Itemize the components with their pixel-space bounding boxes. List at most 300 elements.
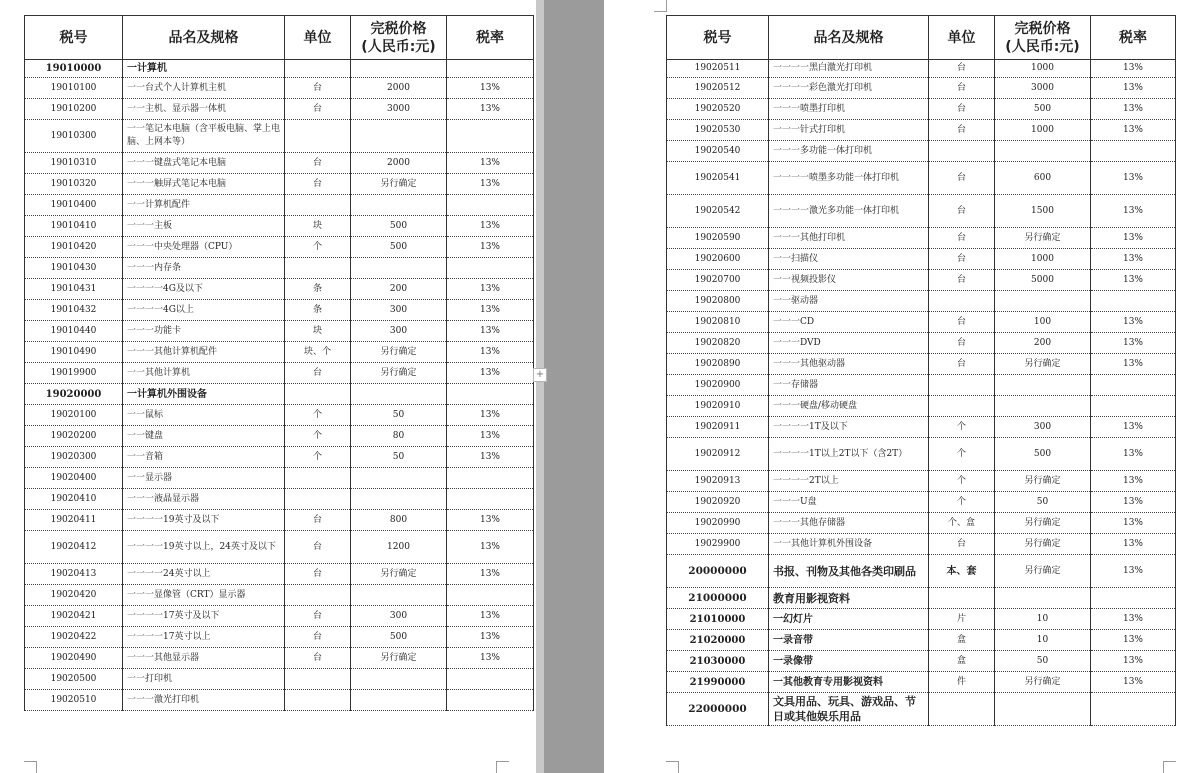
table-row [667,228,1176,249]
code-cell: 19020410 [25,489,123,510]
code-cell: 19020511 [667,60,769,78]
code-cell: 19020420 [25,585,123,606]
header-unit: 单位 [929,16,995,60]
header-rate: 税率 [1091,16,1176,60]
price-cell: 另行确定 [995,672,1091,693]
price-cell: 1000 [995,249,1091,270]
price-cell: 300 [351,300,447,321]
price-cell: 50 [351,405,447,426]
rate-cell: 13% [1091,630,1176,651]
rate-cell [1091,396,1176,417]
name-cell: 一一视频投影仪 [769,270,929,291]
code-cell: 19010320 [25,174,123,195]
rate-cell: 13% [1091,312,1176,333]
unit-cell: 台 [929,195,995,228]
name-cell: 一一一主板 [123,216,285,237]
unit-cell: 台 [285,606,351,627]
price-cell: 80 [351,426,447,447]
code-cell: 19020810 [667,312,769,333]
rate-cell [1091,375,1176,396]
table-row [667,99,1176,120]
table-row [667,693,1176,726]
rate-cell [447,120,534,153]
table-row [667,555,1176,588]
code-cell: 19010430 [25,258,123,279]
rate-cell: 13% [447,174,534,195]
table-row [667,513,1176,534]
unit-cell: 个、盒 [929,513,995,534]
table-row [667,417,1176,438]
name-cell: 一一一一24英寸以上 [123,564,285,585]
unit-cell [285,690,351,711]
rate-cell: 13% [1091,60,1176,78]
rate-cell: 13% [1091,438,1176,471]
code-cell: 21030000 [667,651,769,672]
rate-cell: 13% [447,627,534,648]
price-cell: 500 [351,216,447,237]
table-row [667,249,1176,270]
unit-cell: 个 [285,426,351,447]
table-row [25,489,534,510]
unit-cell: 块 [285,216,351,237]
name-cell: 一一一一17英寸以上 [123,627,285,648]
unit-cell [285,468,351,489]
rate-cell: 13% [1091,120,1176,141]
header-price-line1: 完税价格 [370,20,427,37]
price-cell [995,396,1091,417]
code-cell: 19010440 [25,321,123,342]
table-row [25,510,534,531]
unit-cell: 台 [285,99,351,120]
table-row [25,300,534,321]
price-cell: 200 [351,279,447,300]
page-gap [536,0,544,773]
table-row [667,672,1176,693]
name-cell: 一一主机、显示器一体机 [123,99,285,120]
name-cell: 一其他教育专用影视资料 [769,672,929,693]
code-cell: 19020913 [667,471,769,492]
crop-mark [666,761,679,773]
name-cell: 一一一一19英寸以上，24英寸及以下 [123,531,285,564]
rate-cell [447,468,534,489]
price-cell: 另行确定 [995,228,1091,249]
price-cell [995,588,1091,609]
table-row [25,195,534,216]
name-cell: 一一一一1T以上2T以下（含2T） [769,438,929,471]
unit-cell: 个 [285,405,351,426]
code-cell: 19020600 [667,249,769,270]
price-cell: 1000 [995,60,1091,78]
table-row [667,333,1176,354]
code-cell: 19010490 [25,342,123,363]
table-row [667,492,1176,513]
table-row [667,651,1176,672]
document-page-right [604,0,1200,773]
name-cell: 一一一U盘 [769,492,929,513]
rate-cell: 13% [1091,195,1176,228]
price-cell [351,195,447,216]
price-cell: 1000 [995,120,1091,141]
code-cell: 19010431 [25,279,123,300]
price-cell: 1500 [995,195,1091,228]
unit-cell: 盒 [929,651,995,672]
code-cell: 19020412 [25,531,123,564]
price-cell: 800 [351,510,447,531]
price-cell [995,375,1091,396]
price-cell: 500 [351,627,447,648]
unit-cell: 台 [929,228,995,249]
header-rate: 税率 [447,16,534,60]
rate-cell: 13% [447,426,534,447]
rate-cell [1091,693,1176,726]
code-cell: 19020421 [25,606,123,627]
rate-cell: 13% [1091,609,1176,630]
price-cell [995,291,1091,312]
name-cell: 一一音箱 [123,447,285,468]
code-cell: 19020500 [25,669,123,690]
table-row [667,438,1176,471]
price-cell: 另行确定 [995,513,1091,534]
code-cell: 19020510 [25,690,123,711]
rate-cell: 13% [447,363,534,384]
code-cell: 19020541 [667,162,769,195]
code-cell: 21990000 [667,672,769,693]
price-cell: 500 [995,99,1091,120]
code-cell: 19020520 [667,99,769,120]
name-cell: 一一一液晶显示器 [123,489,285,510]
unit-cell: 个 [285,447,351,468]
price-cell: 另行确定 [351,174,447,195]
code-cell: 19020512 [667,78,769,99]
price-cell: 3000 [351,99,447,120]
name-cell: 一一一其他显示器 [123,648,285,669]
name-cell: 一计算机外围设备 [123,384,285,405]
code-cell: 19020422 [25,627,123,648]
table-row [667,60,1176,78]
rate-cell: 13% [1091,513,1176,534]
table-row [667,141,1176,162]
name-cell: 一一其他计算机 [123,363,285,384]
unit-cell: 台 [285,153,351,174]
table-row [667,291,1176,312]
unit-cell: 台 [929,60,995,78]
table-row [25,99,534,120]
code-cell: 19020542 [667,195,769,228]
name-cell: 一一其他计算机外围设备 [769,534,929,555]
price-cell [351,669,447,690]
crop-mark [1163,761,1176,773]
table-row [25,216,534,237]
unit-cell [929,291,995,312]
table-row [667,312,1176,333]
name-cell: 一一一喷墨打印机 [769,99,929,120]
table-body-right [667,60,1176,726]
price-cell: 500 [351,237,447,258]
name-cell: 文具用品、玩具、游戏品、节日或其他娱乐用品 [769,693,929,726]
unit-cell [929,396,995,417]
table-row [25,531,534,564]
code-cell: 19020000 [25,384,123,405]
name-cell: 一一一其他计算机配件 [123,342,285,363]
price-cell [995,141,1091,162]
table-row [667,534,1176,555]
price-cell: 50 [995,492,1091,513]
price-cell: 300 [351,606,447,627]
unit-cell: 台 [929,354,995,375]
header-price-line2: (人民币:元) [1005,38,1080,55]
table-row [25,447,534,468]
unit-cell [285,60,351,78]
price-cell [351,60,447,78]
code-cell: 19020300 [25,447,123,468]
unit-cell: 块、个 [285,342,351,363]
code-cell: 19010100 [25,78,123,99]
unit-cell [929,693,995,726]
code-cell: 19010432 [25,300,123,321]
price-cell: 另行确定 [351,564,447,585]
name-cell: 一一一一4G及以下 [123,279,285,300]
code-cell: 19010410 [25,216,123,237]
price-cell: 10 [995,630,1091,651]
rate-cell [447,60,534,78]
code-cell: 19020912 [667,438,769,471]
unit-cell: 件 [929,672,995,693]
table-row [25,237,534,258]
unit-cell: 台 [929,270,995,291]
table-row [25,669,534,690]
code-cell: 21020000 [667,630,769,651]
table-row [667,120,1176,141]
price-cell: 5000 [995,270,1091,291]
code-cell: 19010420 [25,237,123,258]
price-cell: 另行确定 [995,471,1091,492]
name-cell: 一一一一1T及以下 [769,417,929,438]
code-cell: 19020200 [25,426,123,447]
crop-mark [24,761,37,773]
tariff-table-right [666,15,1176,726]
unit-cell [929,375,995,396]
code-cell: 19020800 [667,291,769,312]
price-cell: 另行确定 [351,648,447,669]
price-cell: 100 [995,312,1091,333]
name-cell: 一一计算机配件 [123,195,285,216]
rate-cell: 13% [1091,99,1176,120]
unit-cell [929,588,995,609]
code-cell: 19010300 [25,120,123,153]
unit-cell: 块 [285,321,351,342]
code-cell: 19020820 [667,333,769,354]
unit-cell [285,120,351,153]
code-cell: 20000000 [667,555,769,588]
table-row [25,384,534,405]
code-cell: 19020890 [667,354,769,375]
name-cell: 一一一中央处理器（CPU） [123,237,285,258]
unit-cell: 台 [285,174,351,195]
price-cell [351,690,447,711]
table-row [25,405,534,426]
code-cell: 19020540 [667,141,769,162]
rate-cell: 13% [447,564,534,585]
name-cell: 一一一其他驱动器 [769,354,929,375]
unit-cell [285,489,351,510]
rate-cell: 13% [447,447,534,468]
unit-cell: 台 [929,534,995,555]
code-cell: 21000000 [667,588,769,609]
table-body-left [25,60,534,711]
table-row [25,690,534,711]
code-cell: 22000000 [667,693,769,726]
table-row [25,321,534,342]
unit-cell: 台 [285,648,351,669]
rate-cell: 13% [1091,471,1176,492]
table-row [25,606,534,627]
name-cell: 一一一显像管（CRT）显示器 [123,585,285,606]
unit-cell: 台 [285,363,351,384]
rate-cell: 13% [447,237,534,258]
code-cell: 19020530 [667,120,769,141]
price-cell: 600 [995,162,1091,195]
table-row [667,396,1176,417]
table-header-row [667,16,1176,60]
rate-cell: 13% [447,321,534,342]
price-cell: 50 [351,447,447,468]
name-cell: 一一笔记本电脑（含平板电脑、掌上电脑、上网本等） [123,120,285,153]
rate-cell [1091,291,1176,312]
table-row [667,609,1176,630]
unit-cell: 个 [285,237,351,258]
rate-cell [1091,141,1176,162]
unit-cell: 台 [285,531,351,564]
unit-cell: 台 [929,249,995,270]
code-cell: 19020700 [667,270,769,291]
rate-cell: 13% [1091,555,1176,588]
price-cell: 200 [995,333,1091,354]
name-cell: 一幻灯片 [769,609,929,630]
rate-cell: 13% [1091,333,1176,354]
table-row [25,363,534,384]
rate-cell [447,384,534,405]
name-cell: 一一台式个人计算机主机 [123,78,285,99]
table-row [25,426,534,447]
name-cell: 一一一功能卡 [123,321,285,342]
rate-cell: 13% [447,405,534,426]
price-cell: 另行确定 [351,363,447,384]
code-cell: 19010310 [25,153,123,174]
name-cell: 一一一其他打印机 [769,228,929,249]
unit-cell [285,384,351,405]
code-cell: 19020910 [667,396,769,417]
unit-cell: 个 [929,471,995,492]
unit-cell [285,669,351,690]
unit-cell [929,141,995,162]
table-row [25,153,534,174]
name-cell: 一一一一激光多功能一体打印机 [769,195,929,228]
table-row [667,195,1176,228]
rate-cell: 13% [447,606,534,627]
header-price-line2: (人民币:元) [361,38,436,55]
table-row [25,585,534,606]
name-cell: 一一一针式打印机 [769,120,929,141]
rate-cell: 13% [1091,162,1176,195]
price-cell: 300 [351,321,447,342]
table-header-row [25,16,534,60]
table-row [667,630,1176,651]
rate-cell: 13% [447,78,534,99]
name-cell: 一一存储器 [769,375,929,396]
table-row [25,627,534,648]
table-row [25,279,534,300]
code-cell: 19020400 [25,468,123,489]
name-cell: 一一一其他存储器 [769,513,929,534]
rate-cell [447,195,534,216]
header-price [995,16,1091,60]
code-cell: 19020920 [667,492,769,513]
rate-cell: 13% [447,510,534,531]
table-row [25,60,534,78]
header-price-line1: 完税价格 [1014,20,1071,37]
table-row [25,564,534,585]
unit-cell: 台 [929,99,995,120]
rate-cell: 13% [1091,249,1176,270]
table-row [25,78,534,99]
code-cell: 21010000 [667,609,769,630]
crop-mark [654,0,667,12]
name-cell: 一一一激光打印机 [123,690,285,711]
name-cell: 一一一一喷墨多功能一体打印机 [769,162,929,195]
price-cell [351,258,447,279]
rate-cell [447,669,534,690]
name-cell: 一一一硬盘/移动硬盘 [769,396,929,417]
rate-cell: 13% [447,531,534,564]
code-cell: 19010400 [25,195,123,216]
code-cell: 19020590 [667,228,769,249]
price-cell: 3000 [995,78,1091,99]
name-cell: 一一键盘 [123,426,285,447]
rate-cell: 13% [447,648,534,669]
price-cell [351,585,447,606]
name-cell: 一一显示器 [123,468,285,489]
code-cell: 19010000 [25,60,123,78]
add-page-plus-icon[interactable]: + [533,368,547,382]
name-cell: 一一一一19英寸及以下 [123,510,285,531]
unit-cell: 个 [929,438,995,471]
rate-cell: 13% [447,300,534,321]
price-cell: 2000 [351,153,447,174]
name-cell: 一一一键盘式笔记本电脑 [123,153,285,174]
price-cell: 2000 [351,78,447,99]
unit-cell: 个 [929,492,995,513]
table-row [667,354,1176,375]
header-code: 税号 [25,16,123,60]
header-name: 品名及规格 [769,16,929,60]
unit-cell: 台 [285,564,351,585]
rate-cell [1091,588,1176,609]
rate-cell: 13% [447,279,534,300]
unit-cell: 条 [285,279,351,300]
table-row [667,78,1176,99]
name-cell: 一一一触屏式笔记本电脑 [123,174,285,195]
rate-cell: 13% [1091,492,1176,513]
unit-cell: 台 [929,120,995,141]
unit-cell: 片 [929,609,995,630]
name-cell: 一一一一彩色激光打印机 [769,78,929,99]
unit-cell: 本、套 [929,555,995,588]
code-cell: 19020100 [25,405,123,426]
price-cell: 10 [995,609,1091,630]
rate-cell: 13% [1091,651,1176,672]
name-cell: 一录音带 [769,630,929,651]
rate-cell: 13% [447,99,534,120]
